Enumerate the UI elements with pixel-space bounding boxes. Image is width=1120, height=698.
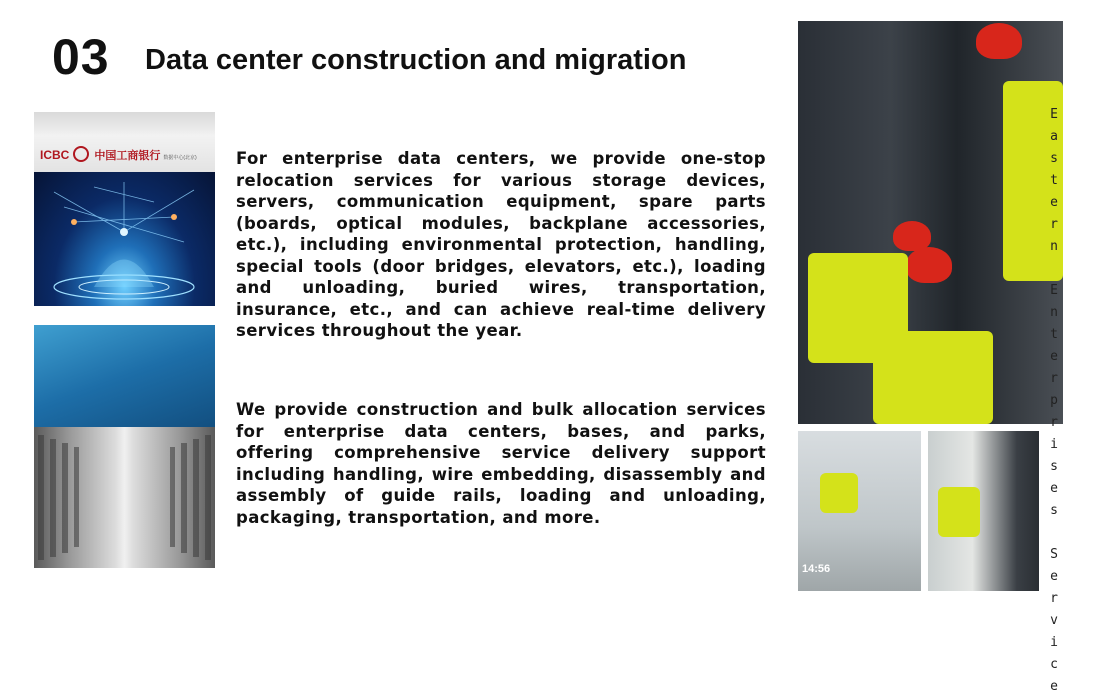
helmet-icon: [906, 247, 952, 283]
workers-server-room-photo: [798, 21, 1063, 424]
vertical-text-char: e: [1050, 195, 1058, 210]
vertical-text-char: [1048, 258, 1060, 280]
server-rack-corridor: [34, 427, 215, 568]
vertical-brand-text: [1048, 104, 1060, 698]
vertical-text-char: s: [1050, 503, 1058, 518]
icbc-banner: [34, 112, 215, 172]
vertical-text-char: E: [1050, 283, 1058, 298]
vertical-text-char: r: [1050, 591, 1058, 606]
vertical-text-char: p: [1050, 393, 1058, 408]
rack-rows-graphic: [34, 427, 215, 568]
vertical-text-char: t: [1050, 327, 1058, 342]
vertical-text-char: s: [1050, 151, 1058, 166]
vertical-text-char: n: [1050, 239, 1058, 254]
vest-icon: [820, 473, 858, 513]
data-center-building-sign: [34, 325, 215, 427]
vest-icon: [938, 487, 980, 537]
paragraph-construction-services: We provide construction and bulk allocation services for enterprise data centers, bases, and parks, offering comprehensive service delivery support including handling, wire embedding, disassembly and assembly of guide rails, loading and unloading, packaging, transportation, and more.: [236, 400, 766, 527]
vertical-text-char: r: [1050, 415, 1058, 430]
section-number: 03: [52, 29, 110, 85]
vertical-text-char: e: [1050, 349, 1058, 364]
vertical-text-char: t: [1050, 173, 1058, 188]
vertical-text-char: r: [1050, 217, 1058, 232]
vertical-text-char: v: [1050, 613, 1058, 628]
network-lines-graphic: [34, 172, 215, 306]
network-graphic: [34, 172, 215, 306]
vertical-text-char: n: [1050, 305, 1058, 320]
vertical-text-char: e: [1050, 679, 1058, 694]
icbc-subtitle: 数据中心(北京): [163, 155, 197, 161]
icbc-emblem-icon: [73, 146, 89, 162]
icbc-logo-text: ICBC: [40, 148, 70, 162]
vertical-text-char: S: [1050, 547, 1058, 562]
helmet-icon: [976, 23, 1022, 59]
icbc-chinese-name: 中国工商银行: [94, 150, 161, 162]
vertical-text-char: i: [1050, 635, 1058, 650]
vertical-text-char: c: [1050, 657, 1058, 672]
vertical-text-char: [1048, 522, 1060, 544]
icbc-logo: [40, 146, 197, 163]
icbc-data-center-image: [34, 112, 215, 306]
section-title: Data center construction and migration: [145, 44, 687, 76]
worker-cabling-photo: [798, 431, 921, 591]
vertical-text-char: s: [1050, 459, 1058, 474]
data-center-corridor-image: [34, 325, 215, 568]
worker-rack-photo: [928, 431, 1039, 591]
vertical-text-char: e: [1050, 569, 1058, 584]
vertical-text-char: r: [1050, 371, 1058, 386]
vertical-text-char: E: [1050, 107, 1058, 122]
vertical-text-char: i: [1050, 437, 1058, 452]
vest-icon: [873, 331, 993, 424]
photo-timestamp: 14:56: [802, 563, 831, 575]
vertical-text-char: a: [1050, 129, 1058, 144]
vertical-text-char: e: [1050, 481, 1058, 496]
paragraph-relocation-services: For enterprise data centers, we provide one-stop relocation services for various storage devices, servers, communication equipment, spare parts (boards, optical modules, backplane accessories, etc.), including environmental protection, handling, special tools (door bridges, elevators, etc.), loading and unloading, buried wires, transportation, insurance, etc., and can achieve real-time delivery services throughout the year.: [236, 149, 766, 340]
